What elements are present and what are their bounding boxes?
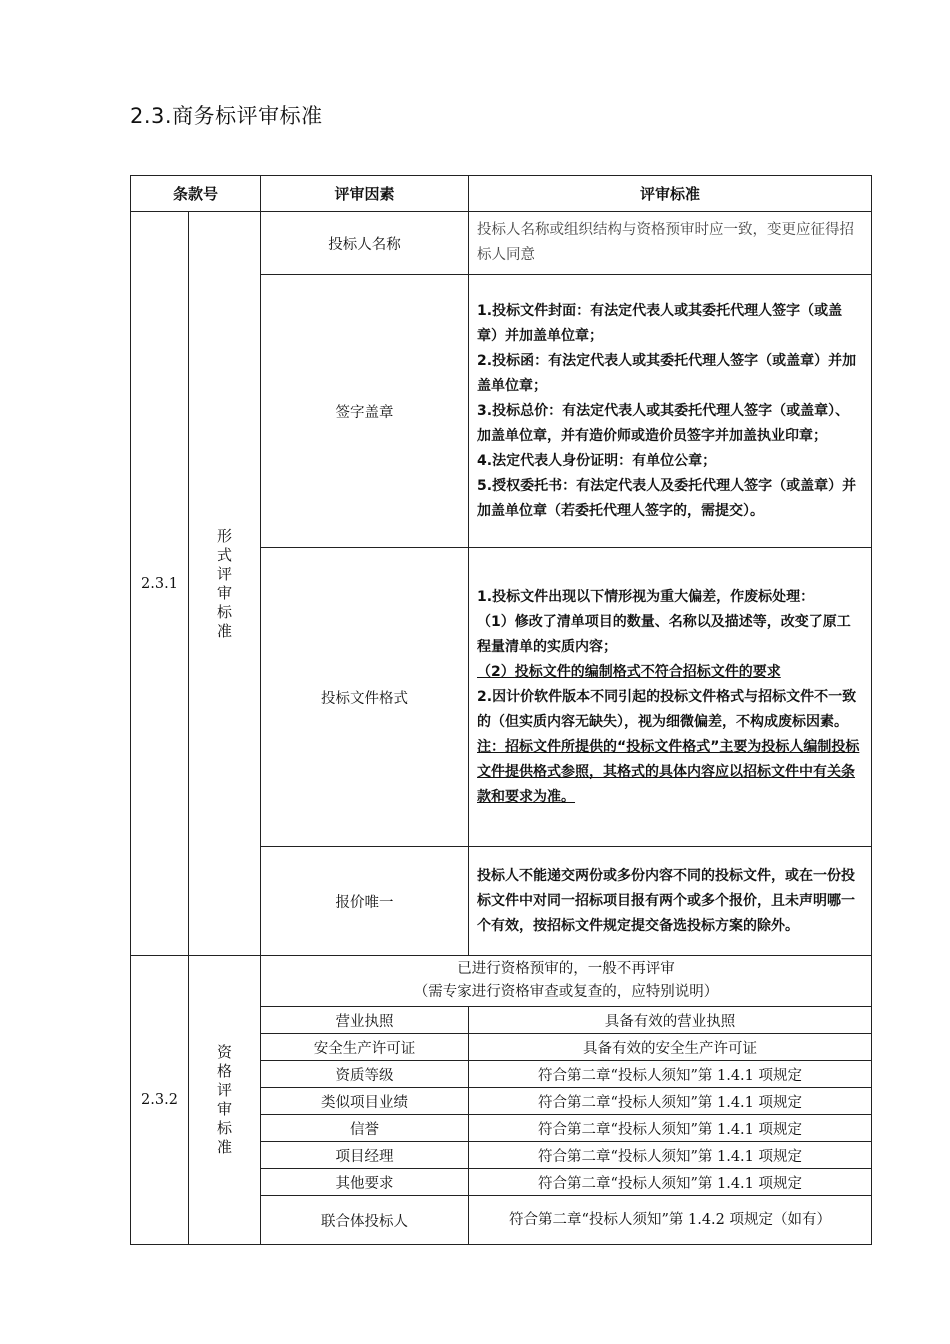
table-row bbox=[131, 212, 872, 275]
factor-cell: 其他要求 bbox=[261, 1169, 469, 1196]
header-factor: 评审因素 bbox=[261, 176, 469, 212]
standard-cell: 符合第二章“投标人须知”第 1.4.1 项规定 bbox=[469, 1088, 872, 1115]
standard-line: 1.投标文件封面：有法定代表人或其委托代理人签字（或盖章）并加盖单位章； bbox=[477, 302, 843, 344]
standard-line: 1.投标文件出现以下情形视为重大偏差，作废标处理： bbox=[477, 588, 815, 605]
standard-cell: 符合第二章“投标人须知”第 1.4.1 项规定 bbox=[469, 1169, 872, 1196]
section1-category-text: 形式评审标准 bbox=[216, 526, 232, 640]
standard-cell: 具备有效的安全生产许可证 bbox=[469, 1034, 872, 1061]
factor-cell: 营业执照 bbox=[261, 1007, 469, 1034]
standard-line: 2.因计价软件版本不同引起的投标文件格式与招标文件不一致的（但实质内容无缺失），视为细微偏差，不构成废标因素。 bbox=[477, 688, 857, 730]
standard-line: 5.授权委托书：有法定代表人及委托代理人签字（或盖章）并加盖单位章（若委托代理人签字的，需提交）。 bbox=[477, 477, 857, 519]
section2-category bbox=[189, 956, 261, 1245]
section1-category bbox=[189, 212, 261, 956]
page-heading: 2.3.商务标评审标准 bbox=[130, 104, 323, 128]
header-standard: 评审标准 bbox=[469, 176, 872, 212]
factor-cell: 投标文件格式 bbox=[261, 548, 469, 847]
standard-line: 3.投标总价：有法定代表人或其委托代理人签字（或盖章）、加盖单位章，并有造价师或造价员签字并加盖执业印章； bbox=[477, 402, 850, 444]
standard-cell: 符合第二章“投标人须知”第 1.4.1 项规定 bbox=[469, 1115, 872, 1142]
factor-cell: 项目经理 bbox=[261, 1142, 469, 1169]
standard-cell bbox=[469, 548, 872, 847]
factor-cell: 投标人名称 bbox=[261, 212, 469, 275]
factor-cell: 联合体投标人 bbox=[261, 1196, 469, 1245]
factor-cell: 安全生产许可证 bbox=[261, 1034, 469, 1061]
section2-category-text: 资格评审标准 bbox=[216, 1043, 232, 1156]
standard-cell: 具备有效的营业执照 bbox=[469, 1007, 872, 1034]
standard-line: 投标人不能递交两份或多份内容不同的投标文件，或在一份投标文件中对同一招标项目报有两个或多个报价，且未声明哪一个有效，按招标文件规定提交备选投标方案的除外。 bbox=[477, 867, 856, 934]
factor-cell: 报价唯一 bbox=[261, 847, 469, 956]
evaluation-table bbox=[130, 175, 872, 1245]
section1-number: 2.3.1 bbox=[131, 212, 189, 956]
header-clause-number: 条款号 bbox=[131, 176, 261, 212]
factor-cell: 资质等级 bbox=[261, 1061, 469, 1088]
factor-cell: 类似项目业绩 bbox=[261, 1088, 469, 1115]
factor-cell: 签字盖章 bbox=[261, 275, 469, 548]
table-row bbox=[131, 956, 872, 1007]
factor-cell: 信誉 bbox=[261, 1115, 469, 1142]
standard-cell: 符合第二章“投标人须知”第 1.4.1 项规定 bbox=[469, 1142, 872, 1169]
standard-cell bbox=[469, 212, 872, 275]
standard-line: 投标人名称或组织结构与资格预审时应一致，变更应征得招标人同意 bbox=[477, 222, 855, 263]
standard-cell: 符合第二章“投标人须知”第 1.4.1 项规定 bbox=[469, 1061, 872, 1088]
note-line: （需专家进行资格审查或复查的，应特别说明） bbox=[413, 984, 719, 1000]
standard-line: 4.法定代表人身份证明：有单位公章； bbox=[477, 452, 717, 469]
standard-line: 2.投标函：有法定代表人或其委托代理人签字（或盖章）并加盖单位章； bbox=[477, 352, 857, 394]
section2-note bbox=[261, 956, 872, 1007]
standard-line: （1）修改了清单项目的数量、名称以及描述等，改变了原工程量清单的实质内容； bbox=[477, 613, 851, 655]
standard-cell bbox=[469, 847, 872, 956]
standard-line: 注：招标文件所提供的“投标文件格式”主要为投标人编制投标文件提供格式参照，其格式的具体内容应以招标文件中有关条款和要求为准。 bbox=[477, 738, 860, 805]
note-line: 已进行资格预审的，一般不再评审 bbox=[457, 961, 675, 977]
standard-cell: 符合第二章“投标人须知”第 1.4.2 项规定（如有） bbox=[469, 1196, 872, 1245]
section2-number: 2.3.2 bbox=[131, 956, 189, 1245]
standard-cell bbox=[469, 275, 872, 548]
table-header-row bbox=[131, 176, 872, 212]
standard-line: （2）投标文件的编制格式不符合招标文件的要求 bbox=[477, 663, 781, 680]
